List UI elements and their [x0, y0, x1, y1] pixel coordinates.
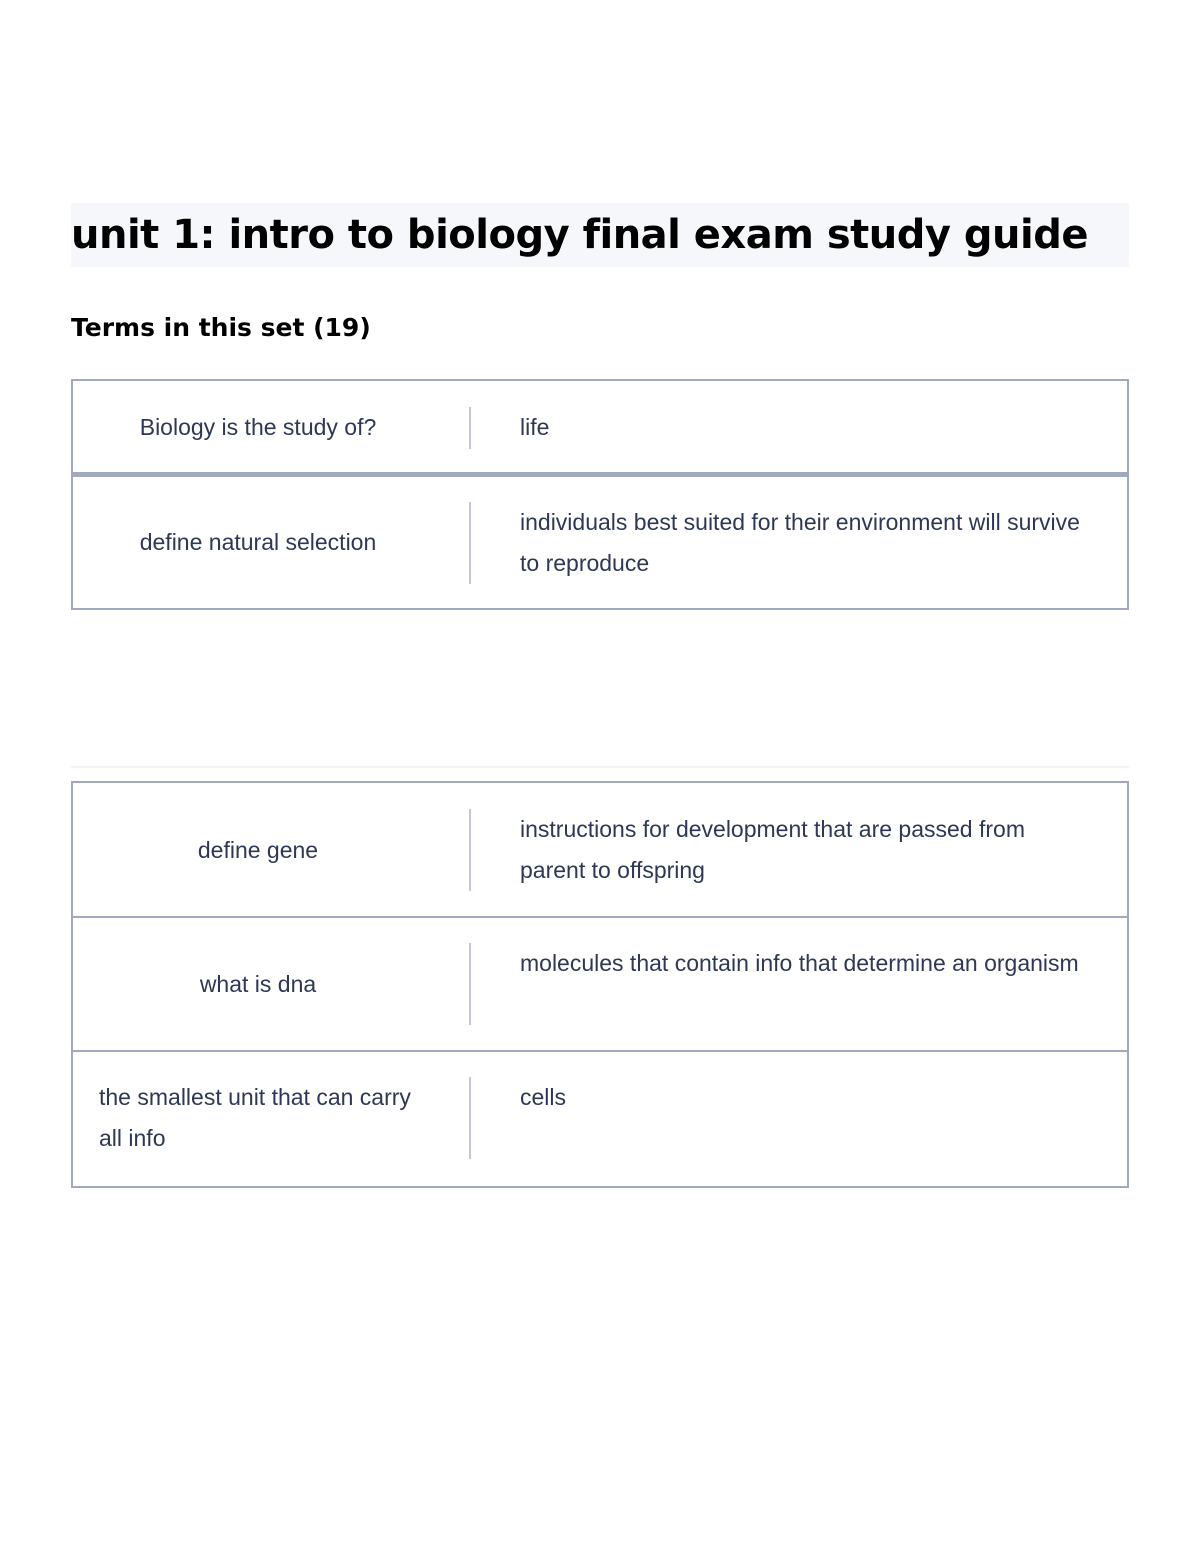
term-text: what is dna	[199, 971, 317, 997]
definition-text: molecules that contain info that determine an organism	[520, 950, 1079, 976]
cell-separator	[469, 407, 471, 449]
definition-text: life	[520, 414, 550, 440]
term-card-row	[73, 918, 1127, 1050]
term-text: Biology is the study of?	[139, 414, 377, 440]
term-text: define natural selection	[139, 529, 377, 555]
term-card-row	[73, 477, 1127, 608]
definition-text: cells	[520, 1084, 567, 1110]
page-title: unit 1: intro to biology final exam study guide	[71, 203, 1129, 267]
term-text: the smallest unit that can carry all info	[99, 1084, 411, 1151]
term-card-row	[73, 783, 1127, 916]
cell-separator	[469, 943, 471, 1025]
term-text: define gene	[197, 837, 319, 863]
cell-separator	[469, 502, 471, 584]
term-card-row	[73, 381, 1127, 472]
definition-text: instructions for development that are passed from parent to offspring	[520, 816, 1025, 883]
terms-table	[71, 379, 1129, 610]
page-break-line	[71, 766, 1129, 768]
cell-separator	[469, 809, 471, 891]
term-card-row	[73, 1052, 1127, 1186]
terms-table	[71, 781, 1129, 1188]
definition-text: individuals best suited for their environment will survive to reproduce	[520, 509, 1080, 576]
terms-count-heading: Terms in this set (19)	[71, 313, 371, 342]
cell-separator	[469, 1077, 471, 1159]
